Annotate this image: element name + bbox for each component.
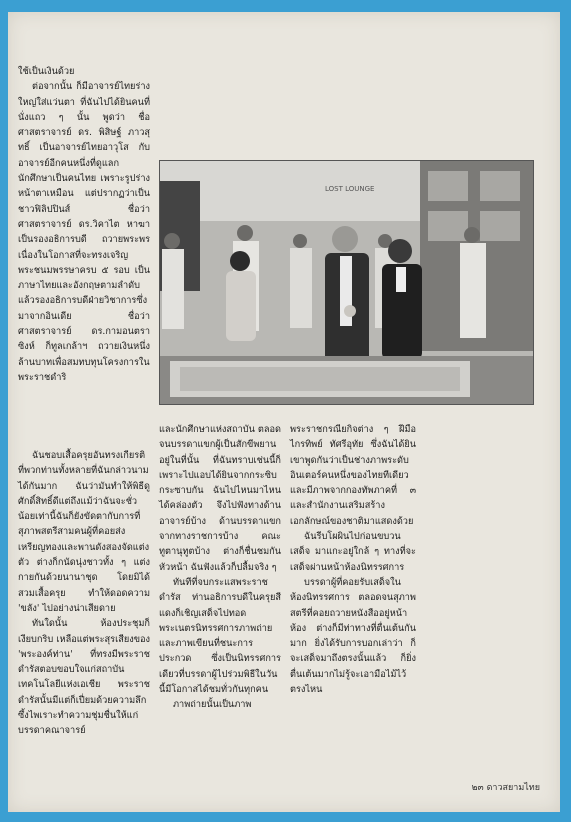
article-column-1-continued — [18, 448, 153, 739]
paragraph: ใช้เป็นเงินด้วย — [18, 66, 75, 77]
paragraph: ทันทีที่จบกระแสพระราชดำรัส ท่านอธิการบดีในครุยสีแดงก็เชิญเสด็จไปทอดพระเนตรนิทรรศการภาพถ่ายและภาพเขียนที่ชนะการประกวด ซึ่งเป็นนิทรรศการเดียวที่บรรดาผู้ไปร่วมพิธีในวันนี้มีโอกาสได้ชมทั่วกันทุกคน — [159, 576, 281, 696]
ceremony-photograph — [159, 160, 534, 405]
paragraph: บรรดาผู้ที่คอยรับเสด็จในห้องนิทรรศการ ตลอดจนสุภาพสตรีที่คอยถวายหนังสืออยู่หน้าห้อง ต่างก็มีท่าทางที่ตื่นเต้นกันมาก ยิ่งได้รับการบอกเล่าว่า ก็จะเสด็จมาถึงตรงนั้นแล้ว ก็ยิ่งตื่นเต้นมากไม่รู้จะเอามือไม้ไว้ตรงไหน — [290, 576, 416, 696]
paragraph: ต่อจากนั้น ก็มีอาจารย์ไทยร่างใหญ่ใส่แว่นตา ที่ฉันไปได้ยินคนที่นั่งแถว ๆ นั้น พูดว่า ชื่อ ศาสตราจารย์ ดร. พิสิษฐ์ ภาวสุทธิ์ เป็นอาจารย์ไทยอาวุโส กับอาจารย์อีกคนหนึ่งที่ดูแลกนักศึกษาเป็นคนไทย เพราะรูปร่างหน้าตาเหมือน แต่ปรากฏว่าเป็นชาวฟิลิปปินส์ ชื่อว่า ศาสตราจารย์ ดร.วิคาไต หาฆา เป็นรองอธิการบดี ถวายพระพรเนื่องในโอกาสที่จะทรงเจริญพระชนมพรรษาครบ ๕ รอบ เป็นภาษาไทยและอังกฤษตามลำดับ แล้วรองอธิการบดีฝ่ายวิชาการซึ่งมาจากอินเดีย ชื่อว่า ศาสตราจารย์ ดร.กามอนตรา ซิงห์ ก็ทูลเกล้าฯ ถวายเงินหนึ่งล้านบาทเพื่อสมทบทุนโครงการในพระราชดำริ — [18, 81, 153, 383]
paragraph: ทันใดนั้น ห้องประชุมก็เงียบกริบ เหลือแต่พระสุรเสียงของ 'พระองค์ท่าน' ที่ทรงมีพระราชดำรัสตอบขอบใจแก่สถาบันเทคโนโลยีแห่งเอเชีย พระราชดำรัสนั้นมีแต่ก็เปี่ยมด้วยความลึกซึ้งไพเราะทำความชุ่มชื่นให้แก่บรรดาคณาจารย์ — [18, 618, 153, 737]
paragraph: พระราชกรณียกิจต่าง ๆ ฝีมือ ไกรทิพย์ ทัศรีอุทัย ซึ่งฉันได้ยินเขาพูดกันว่าเป็นช่างภาพระดับอินเตอร์คนหนึ่งของไทยทีเดียว และมีภาพจากกองทัพภาคที่ ๓ และสำนักงานเสริมสร้างเอกลักษณ์ของชาติมาแสดงด้วย — [290, 424, 419, 527]
page-number: ๒๓ — [471, 783, 484, 793]
page-footer — [472, 780, 540, 794]
paragraph: ฉันชอบเสื้อครุยอันทรงเกียรติที่พวกท่านทั้งหลายที่ฉันกล่าวนามได้กันมาก ฉันว่ามันทำให้พิธีดูศักดิ์สิทธิ์ดีแต่ถึงแม้ว่าฉันจะชั่วน้อยเท่านี้ฉันก็ยังขัดตากับการที่สุภาพสตรีสามคนผู้ที่คอยส่งเหรียญทองและพานดังสองจัดแต่งตัว ต่างก็กนัดนุ่งชาวทั้ง ๆ แต่งกายกันด้วยนานาชุด โดยมิได้สวมเสื้อครุย ทำให้ดอดความ 'ขลัง' ไปอย่างน่าเสียดาย — [18, 450, 153, 614]
paragraph: ภาพถ่ายนั้นเป็นภาพ — [173, 699, 252, 711]
article-column-3 — [290, 422, 419, 697]
photo-sign-text: LOST LOUNGE — [325, 185, 375, 193]
magazine-page — [8, 12, 560, 812]
magazine-name: ดาวสยามไทย — [486, 783, 540, 793]
paragraph: และนักศึกษาแห่งสถาบัน ตลอดจนบรรดาแขกผู้เป็นสักขีพยานอยู่ในที่นั้น ที่ฉันทราบเช่นนี้ก็เพราะไปแอบได้ยินจากกระซิบกระซาบกัน ฉันไปไหนมาไหนได้คล่องตัว จึงไปฟังทางด้านอาจารย์บ้าง ด้านบรรดาแขกจากทางราชการบ้าง คณะทูตานุทูตบ้าง ต่างก็ชื่นชมกันหัวหน้า ฉันฟังแล้วก็ปลื้มจริง ๆ — [159, 424, 281, 573]
ceremony-photo-image — [160, 161, 533, 404]
paragraph: ฉันรีบโผผินไปก่อนขบวนเสด็จ มาแกะอยู่ใกล้ ๆ ทางที่จะเสด็จผ่านหน้าห้องนิทรรศการ — [290, 531, 416, 573]
article-column-1 — [18, 64, 153, 385]
article-column-2 — [159, 422, 281, 713]
